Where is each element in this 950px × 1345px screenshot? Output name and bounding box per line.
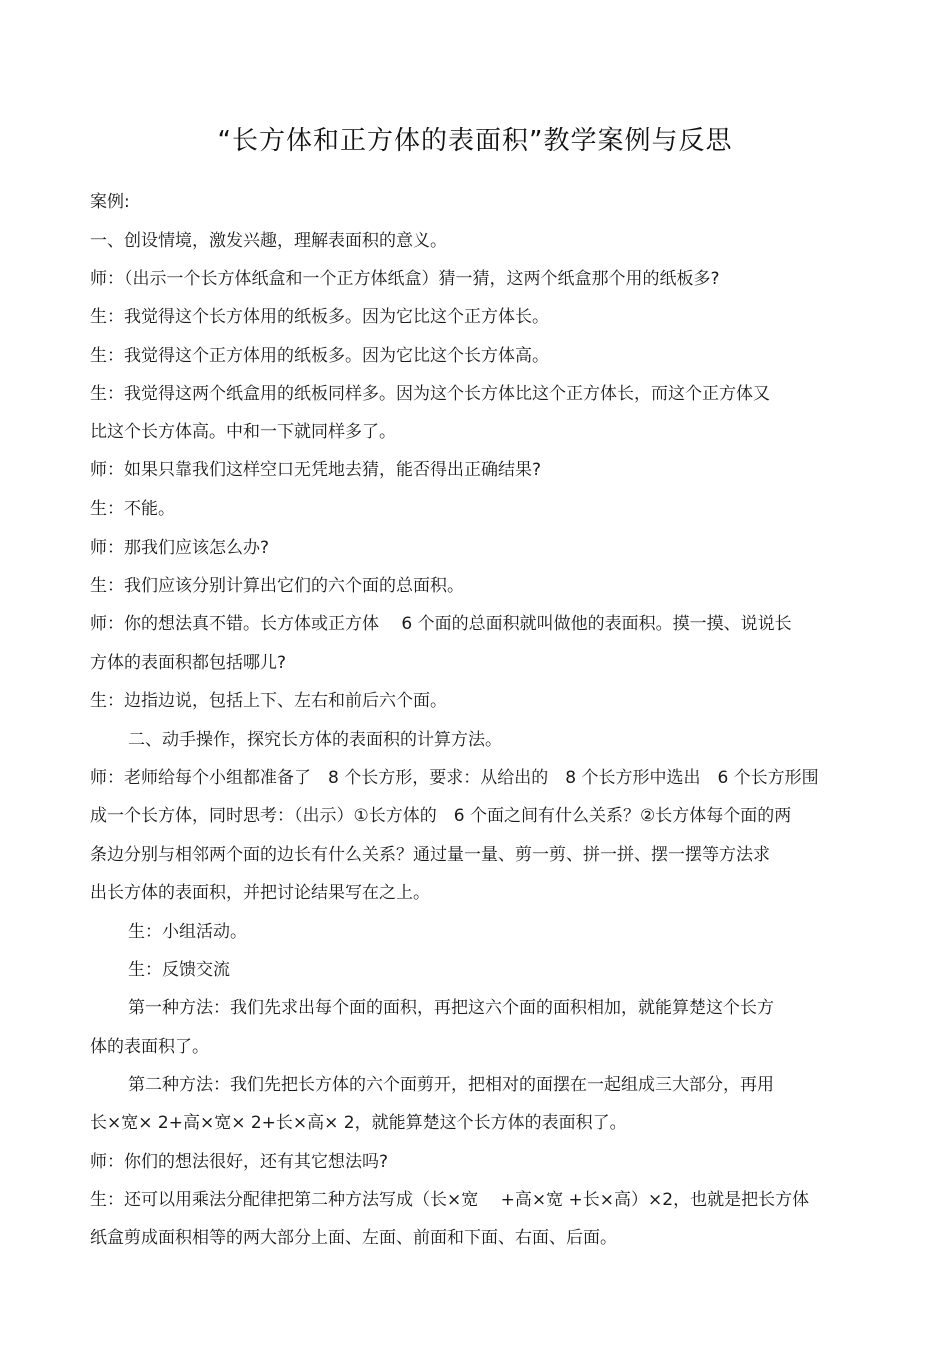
text-line: 师：那我们应该怎么办?	[90, 538, 270, 558]
text-line: 师：老师给每个小组都准备了 8 个长方形，要求：从给出的 8 个长方形中选出 6 个长方形围	[90, 768, 819, 788]
text-line: 生：我们应该分别计算出它们的六个面的总面积。	[90, 576, 464, 596]
text-line: 案例:	[90, 192, 130, 212]
text-line: 生：还可以用乘法分配律把第二种方法写成（长×宽 +高×宽 +长×高）×2，也就是把长方体	[90, 1190, 810, 1210]
text-line: 师：你的想法真不错。长方体或正方体 6 个面的总面积就叫做他的表面积。摸一摸、说说长	[90, 614, 792, 634]
text-line: 生：不能。	[90, 499, 175, 519]
text-line: 生：小组活动。	[128, 922, 247, 942]
text-line: 师：你们的想法很好，还有其它想法吗?	[90, 1152, 389, 1172]
text-line: 师：如果只靠我们这样空口无凭地去猜，能否得出正确结果?	[90, 460, 542, 480]
text-line: 师：（出示一个长方体纸盒和一个正方体纸盒）猜一猜，这两个纸盒那个用的纸板多?	[90, 269, 720, 289]
text-line: 第二种方法：我们先把长方体的六个面剪开，把相对的面摆在一起组成三大部分，再用	[128, 1075, 774, 1095]
text-line: 长×宽× 2+高×宽× 2+长×高× 2，就能算楚这个长方体的表面积了。	[90, 1113, 627, 1133]
text-line: 生：我觉得这个正方体用的纸板多。因为它比这个长方体高。	[90, 346, 549, 366]
text-line: 第一种方法：我们先求出每个面的面积，再把这六个面的面积相加，就能算楚这个长方	[128, 998, 774, 1018]
text-line: 比这个长方体高。中和一下就同样多了。	[90, 422, 396, 442]
document-title: “长方体和正方体的表面积”教学案例与反思	[217, 126, 733, 156]
text-line: 条边分别与相邻两个面的边长有什么关系？通过量一量、剪一剪、拼一拼、摆一摆等方法求	[90, 845, 770, 865]
text-line: 体的表面积了。	[90, 1037, 209, 1057]
text-line: 一、创设情境，激发兴趣，理解表面积的意义。	[90, 231, 447, 251]
text-line: 生：反馈交流	[128, 960, 230, 980]
text-line: 方体的表面积都包括哪儿?	[90, 653, 287, 673]
text-line: 生：我觉得这个长方体用的纸板多。因为它比这个正方体长。	[90, 307, 549, 327]
text-line: 纸盒剪成面积相等的两大部分上面、左面、前面和下面、右面、后面。	[90, 1228, 617, 1248]
text-line: 成一个长方体，同时思考：（出示）①长方体的 6 个面之间有什么关系？②长方体每个面的两	[90, 806, 792, 826]
text-line: 出长方体的表面积，并把讨论结果写在之上。	[90, 883, 430, 903]
text-line: 生：我觉得这两个纸盒用的纸板同样多。因为这个长方体比这个正方体长，而这个正方体又	[90, 384, 770, 404]
text-line: 生：边指边说，包括上下、左右和前后六个面。	[90, 691, 447, 711]
section-heading: 二、动手操作，探究长方体的表面积的计算方法。	[128, 730, 502, 750]
